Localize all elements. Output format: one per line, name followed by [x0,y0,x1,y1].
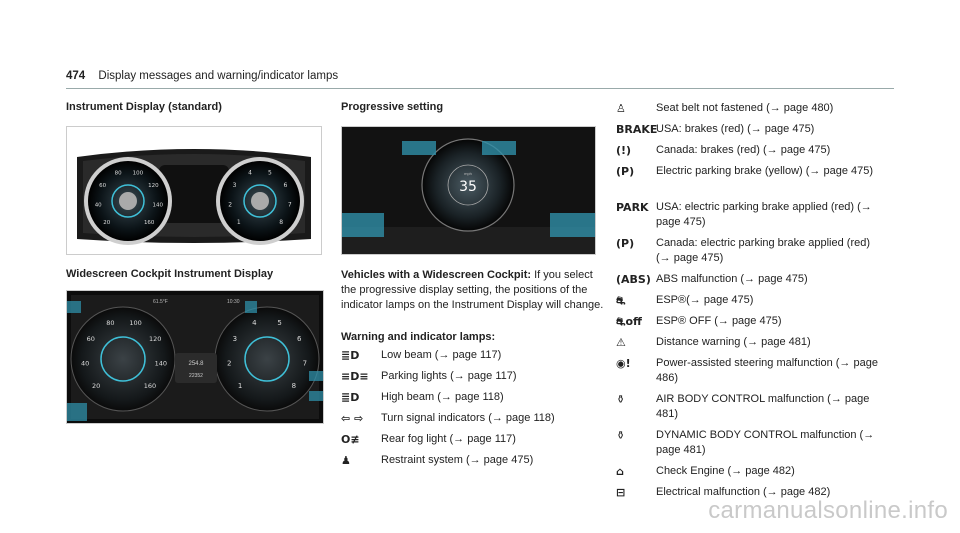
warning-lamp-icon: ⚱ [616,393,626,406]
vehicles-paragraph [341,268,611,313]
warning-lamp-icon: (P) [616,237,635,250]
wide-speed-tick-label: 60 [86,334,95,343]
lamp-row [341,411,611,426]
lamp-row [341,390,611,405]
std-speed-tick-label: 60 [99,183,107,189]
warning-lamp-icon: ⌂ [616,465,624,478]
lamp-description: Electric parking brake (yellow) (→ page 475) [656,165,874,177]
lamp-row [616,101,886,116]
lamp-description: Canada: electric parking brake applied (red) (→ page 475) [656,237,871,264]
vehicles-title: Vehicles with a Widescreen Cockpit: [341,269,532,281]
wide-rpm-tick-label: 5 [277,319,282,328]
std-speed-tick-label: 140 [152,202,164,209]
std-speed-tick-label: 80 [114,170,122,177]
warning-lamp-icon: (P) [616,165,635,178]
lamp-description: Turn signal indicators (→ page 118) [381,412,555,424]
std-speed-tick-label: 40 [94,202,102,209]
wide-speed-tick-label: 120 [148,334,162,343]
warning-lamp-icon: PARK [616,201,649,214]
warning-lamp-icon: ⚱ [616,429,626,442]
lamp-row [616,122,886,137]
standard-cluster-svg [67,127,321,254]
lamp-description: ABS malfunction (→ page 475) [656,273,808,285]
wide-speed-tick-label: 80 [106,319,115,328]
vehicles-text: If you select the progressive display setting, the positions of the indicator lamps on the Instrument Display will change. [341,269,604,311]
page-title: Display messages and warning/indicator lamps [98,70,339,82]
lamp-row [616,236,886,266]
progressive-unit: mph [464,171,472,176]
heading-progressive: Progressive setting [341,101,444,113]
warning-lamp-icon: ⛐ [616,294,626,307]
lamp-description: DYNAMIC BODY CONTROL malfunction (→ page 481) [656,429,875,456]
lamp-description: AIR BODY CONTROL malfunction (→ page 481) [656,393,870,420]
warning-lamp-icon: ⛐off [616,315,642,328]
std-speed-tick-label: 160 [143,220,155,227]
heading-instrument-display: Instrument Display (standard) [66,101,222,113]
lamp-description: Seat belt not fastened (→ page 480) [656,102,834,114]
lamp-description: Rear fog light (→ page 117) [381,433,516,445]
lamp-row [616,293,886,308]
warning-lamp-icon: ⊟ [616,486,626,499]
lamp-description: Parking lights (→ page 117) [381,370,517,382]
wide-speed-tick-label: 140 [154,359,168,368]
wide-rpm-tick-label: 4 [252,319,257,328]
warning-lamp-icon: BRAKE [616,123,658,136]
wide-rpm-tick-label: 2 [226,359,232,368]
warning-lamp-icon: ⚠ [616,336,626,349]
std-rpm-tick-label: 4 [248,169,253,177]
widescreen-image [66,290,324,424]
instrument-display-image [66,126,322,255]
lamp-description: USA: electric parking brake applied (red) (→ page 475) [656,201,872,228]
widescreen-cluster-svg [67,291,323,423]
lamp-description: ESP® OFF (→ page 475) [656,315,782,327]
wide-rpm-tick-label: 8 [291,381,297,390]
lamp-description: USA: brakes (red) (→ page 475) [656,123,815,135]
wide-speed-tick-label: 20 [91,381,101,390]
lamp-description: Restraint system (→ page 475) [381,454,534,466]
lamp-row [616,314,886,329]
lamp-row [341,369,611,384]
std-rpm-tick-label: 7 [287,201,292,209]
wide-rpm-tick-label: 3 [232,334,238,343]
lamp-row [616,464,886,479]
std-speed-tick-label: 20 [103,220,111,227]
std-rpm-tick-label: 2 [228,201,233,209]
lamp-row [616,428,886,458]
lamp-description: Canada: brakes (red) (→ page 475) [656,144,831,156]
trip-readout: 254.8 [188,361,204,367]
warning-lamp-icon: ≣D [341,349,360,362]
std-rpm-tick-label: 5 [267,169,272,177]
warning-lamp-icon: ♙ [616,102,626,115]
wide-rpm-tick-label: 1 [237,381,243,390]
wide-speed-tick-label: 40 [81,359,90,368]
wide-speed-tick-label: 160 [143,381,157,390]
page-header [66,70,338,82]
lamp-row [616,164,886,179]
std-rpm-tick-label: 6 [283,182,288,189]
lamp-description: Power-assisted steering malfunction (→ page 486) [656,357,878,384]
warning-lamp-icon: (!) [616,144,632,157]
std-speed-tick-label: 120 [148,183,159,189]
std-speed-tick-label: 100 [132,170,144,177]
warning-lamp-icon: (ABS) [616,273,651,286]
clock-readout: 10:30 [227,299,240,305]
heading-lamps: Warning and indicator lamps: [341,331,496,343]
wide-rpm-tick-label: 7 [302,359,308,368]
lamp-row [341,432,611,447]
std-rpm-tick-label: 3 [232,182,237,189]
warning-lamp-icon: ≣D [341,391,360,404]
progressive-cluster-svg [342,127,595,254]
progressive-speed: 35 [459,179,477,195]
lamp-row [616,356,886,386]
temp-readout: 61.5°F [153,299,168,305]
progressive-image [341,126,596,255]
lamp-description: High beam (→ page 118) [381,391,504,403]
warning-lamp-icon: ≡D≡ [341,370,369,383]
lamp-row [616,335,886,350]
std-rpm-tick-label: 1 [236,219,241,227]
wide-speed-tick-label: 100 [129,319,142,328]
warning-lamp-icon: O≢ [341,433,360,446]
warning-lamp-icon: ⇦ ⇨ [341,412,364,425]
lamp-description: Electrical malfunction (→ page 482) [656,486,831,498]
lamp-description: Low beam (→ page 117) [381,349,502,361]
lamp-row [616,272,886,287]
warning-lamp-icon: ♟ [341,454,351,467]
lamp-row [616,200,886,230]
lamp-row [616,392,886,422]
watermark: carmanualsonline.info [708,497,948,524]
warning-lamp-icon: ◉! [616,357,631,370]
heading-widescreen: Widescreen Cockpit Instrument Display [66,268,274,280]
lamp-description: Distance warning (→ page 481) [656,336,811,348]
lamp-description: ESP®(→ page 475) [656,294,754,306]
wide-rpm-tick-label: 6 [296,334,302,343]
page-number: 474 [66,70,86,82]
lamp-row [616,143,886,158]
lamp-row [341,453,611,468]
lamp-row [341,348,611,363]
odometer-readout: 22352 [189,373,203,379]
lamp-description: Check Engine (→ page 482) [656,465,795,477]
std-rpm-tick-label: 8 [279,219,284,227]
header-rule [66,88,894,89]
